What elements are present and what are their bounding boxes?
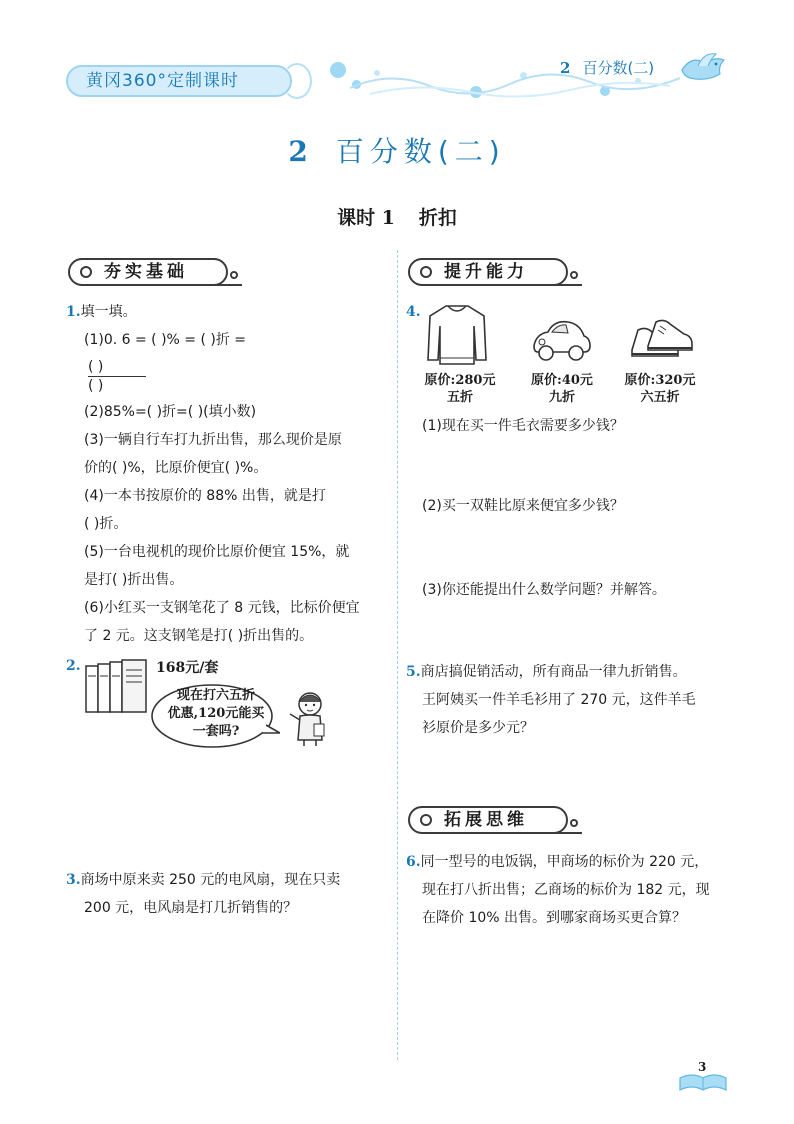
question-5-line-1 — [406, 658, 687, 686]
question-4-number — [406, 298, 421, 326]
q1-part-6-line-2: 了 2 元。这支钢笔是打( )折出售的。 — [84, 628, 314, 644]
q1-part-6-line-1: (6)小红买一支钢笔花了 8 元钱，比标价便宜 — [84, 600, 360, 616]
item-discount: 九折 — [548, 390, 575, 405]
question-text: 商场中原来卖 250 元的电风扇，现在只卖 — [80, 872, 341, 888]
question-number: 6. — [406, 854, 421, 870]
question-1-line — [66, 298, 137, 326]
section-underline-extend — [422, 832, 582, 834]
q1-part-1: (1)0. 6 = ( )% = ( )折 = — [84, 332, 247, 348]
question-text: 同一型号的电饭锅，甲商场的标价为 220 元， — [420, 854, 709, 870]
fraction-numerator: ( ) — [88, 359, 104, 375]
title-text: 百分数(二) — [335, 135, 506, 168]
question-5-line-2: 王阿姨买一件羊毛衫用了 270 元，这件羊毛 — [422, 692, 696, 708]
chapter-name: 百分数(二) — [582, 59, 655, 77]
section-tab-basic — [68, 258, 228, 286]
item-price: 原价:280元 — [424, 373, 496, 388]
sweater-illustration — [424, 302, 490, 368]
chapter-tag — [560, 57, 654, 78]
question-3-line-1 — [66, 866, 340, 894]
bird-icon — [676, 50, 728, 86]
section-underline-basic — [82, 284, 242, 286]
page-title — [0, 130, 794, 170]
question-2-number — [66, 652, 81, 680]
question-5-line-3: 衫原价是多少元？ — [422, 720, 534, 736]
question-6-line-3: 在降价 10% 出售。到哪家商场买更合算？ — [422, 910, 687, 926]
chapter-number: 2 — [560, 59, 571, 77]
item-price: 原价:40元 — [531, 373, 593, 388]
q1-part-5-line-2: 是打( )折出售。 — [84, 572, 184, 588]
q4-sub-2: (2)买一双鞋比原来便宜多少钱？ — [422, 498, 624, 514]
girl-illustration — [286, 688, 332, 748]
q1-part-3-line-2: 价的( )%，比原价便宜( )%。 — [84, 460, 268, 476]
shoes-illustration — [628, 316, 694, 364]
q1-part-4-line-1: (4)一本书按原价的 88% 出售，就是打 — [84, 488, 326, 504]
question-text: 填一填。 — [80, 304, 137, 320]
q1-part-3-line-1: (3)一辆自行车打九折出售，那么现价是原 — [84, 432, 342, 448]
q4-sub-3: (3)你还能提出什么数学问题？并解答。 — [422, 582, 666, 598]
q1-part-5-line-1: (5)一台电视机的现价比原价便宜 15%，就 — [84, 544, 350, 560]
toy-car-illustration — [528, 316, 594, 364]
lesson-topic: 折扣 — [418, 207, 457, 229]
question-number: 4. — [406, 304, 421, 320]
question-6-line-1 — [406, 848, 708, 876]
column-divider — [397, 250, 398, 1060]
q1-part-1-fraction — [88, 359, 150, 394]
books-illustration — [84, 656, 150, 714]
question-3-line-2: 200 元，电风扇是打几折销售的？ — [84, 900, 298, 916]
item-discount: 六五折 — [640, 390, 680, 405]
lesson-number: 课时 1 — [337, 207, 395, 229]
question-number: 2. — [66, 658, 81, 674]
section-tab-improve-label: 提升能力 — [444, 262, 528, 282]
section-tab-improve — [408, 258, 568, 286]
section-tab-basic-label: 夯实基础 — [104, 262, 188, 282]
speech-line: 优惠,120元能买 — [167, 706, 265, 721]
page-number: 3 — [698, 1060, 707, 1074]
item-price: 原价:320元 — [624, 373, 696, 388]
lesson-title — [0, 203, 794, 230]
speech-line: 一套吗? — [192, 724, 240, 739]
item-toy-car-label — [522, 372, 602, 406]
question-6-line-2: 现在打八折出售；乙商场的标价为 182 元，现 — [422, 882, 710, 898]
fraction-denominator: ( ) — [88, 378, 104, 394]
question-number: 5. — [406, 664, 421, 680]
q1-part-4-line-2: ( )折。 — [84, 516, 128, 532]
q1-part-2: (2)85%=( )折=( )(填小数) — [84, 404, 257, 420]
item-discount: 五折 — [446, 390, 473, 405]
speech-line: 现在打六五折 — [176, 688, 255, 703]
book-price: 168元/套 — [156, 660, 219, 676]
item-sweater-label — [420, 372, 500, 406]
question-text: 商店搞促销活动，所有商品一律九折销售。 — [420, 664, 687, 680]
q4-sub-1: (1)现在买一件毛衣需要多少钱？ — [422, 418, 624, 434]
section-tab-extend-label: 拓展思维 — [444, 810, 528, 830]
question-number: 1. — [66, 304, 81, 320]
title-number: 2 — [288, 135, 314, 168]
open-book-icon — [678, 1072, 728, 1092]
brand-banner: 黄冈360°定制课时 — [66, 65, 292, 97]
section-underline-improve — [422, 284, 582, 286]
item-shoes-label — [618, 372, 702, 406]
section-tab-extend — [408, 806, 568, 834]
speech-text — [160, 687, 272, 741]
question-number: 3. — [66, 872, 81, 888]
